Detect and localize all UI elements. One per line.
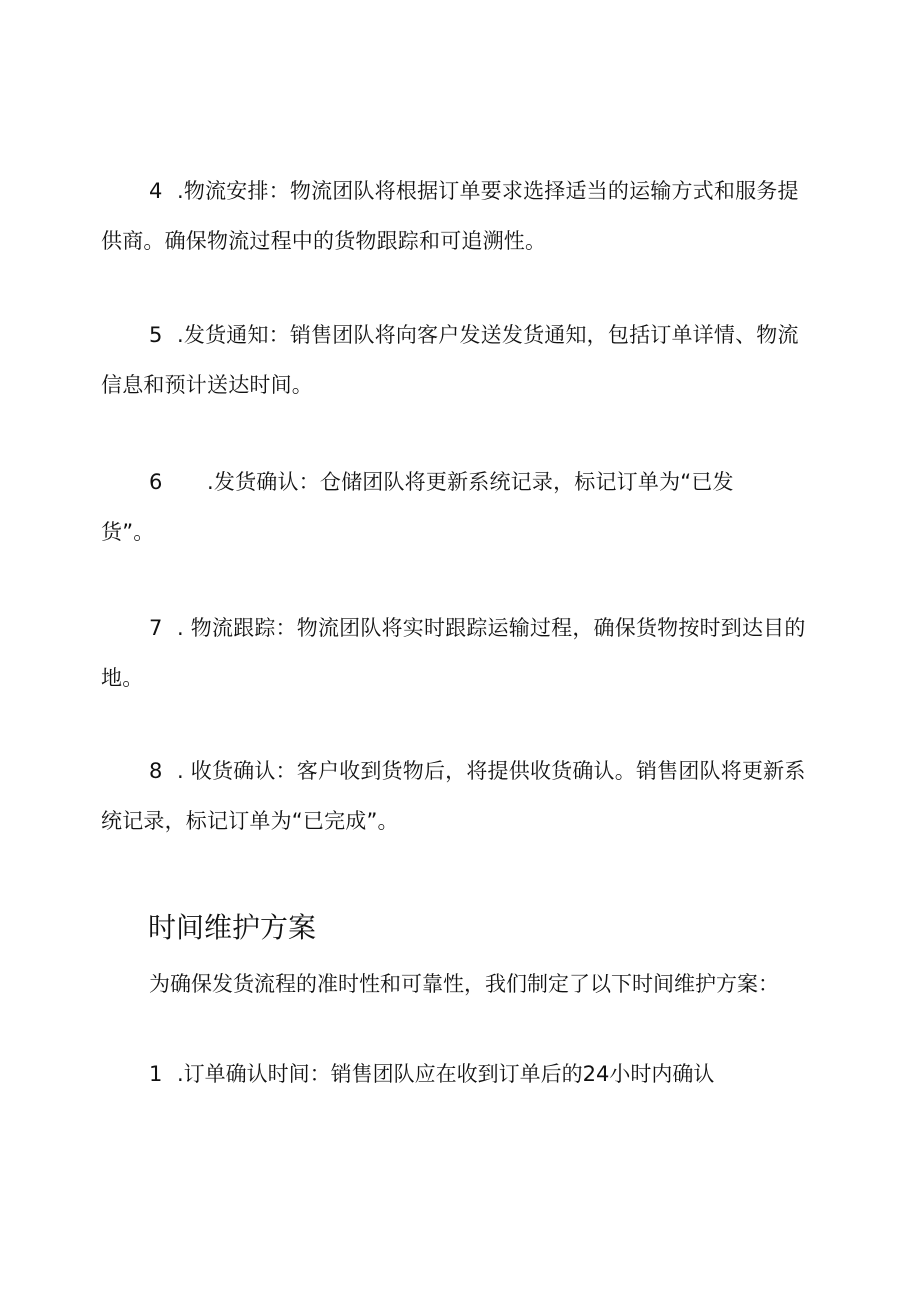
step-5-text: .发货通知：销售团队将向客户发送发货通知，包括订单详情、物流 bbox=[177, 323, 799, 347]
step-8-continuation: 统记录，标记订单为“已完成”。 bbox=[101, 809, 399, 833]
step-5-continuation: 信息和预计送达时间。 bbox=[101, 373, 313, 397]
step-5-number: 5 bbox=[149, 323, 163, 347]
step-4-paragraph bbox=[101, 166, 817, 266]
step-4-number: 4 bbox=[149, 179, 163, 203]
step-8-text: . 收货确认：客户收到货物后，将提供收货确认。销售团队将更新系 bbox=[177, 759, 806, 783]
step-7-continuation: 地。 bbox=[101, 666, 144, 690]
step-8-number: 8 bbox=[149, 759, 163, 783]
step-8-first-line bbox=[101, 746, 817, 796]
step-7-text: . 物流跟踪：物流团队将实时跟踪运输过程，确保货物按时到达目的 bbox=[177, 616, 806, 640]
step-7-first-line bbox=[101, 603, 817, 653]
time-item-1-number: 1 bbox=[149, 1062, 163, 1086]
step-4-continuation: 供商。确保物流过程中的货物跟踪和可追溯性。 bbox=[101, 229, 547, 253]
step-7-number: 7 bbox=[149, 616, 163, 640]
step-8-paragraph bbox=[101, 746, 817, 846]
step-6-paragraph bbox=[101, 457, 817, 557]
section-intro: 为确保发货流程的准时性和可靠性，我们制定了以下时间维护方案： bbox=[149, 972, 779, 996]
step-6-first-line bbox=[101, 457, 817, 507]
time-item-1 bbox=[149, 1054, 714, 1094]
step-6-continuation: 货”。 bbox=[101, 520, 155, 544]
step-7-paragraph bbox=[101, 603, 817, 703]
section-heading: 时间维护方案 bbox=[148, 911, 317, 944]
step-4-text: .物流安排：物流团队将根据订单要求选择适当的运输方式和服务提 bbox=[177, 179, 799, 203]
step-6-text: .发货确认：仓储团队将更新系统记录，标记订单为“已发 bbox=[207, 470, 734, 494]
step-4-first-line bbox=[101, 166, 817, 216]
step-5-first-line bbox=[101, 310, 817, 360]
step-6-number: 6 bbox=[149, 470, 163, 494]
step-5-paragraph bbox=[101, 310, 817, 410]
time-item-1-text: .订单确认时间：销售团队应在收到订单后的24小时内确认 bbox=[177, 1062, 715, 1086]
